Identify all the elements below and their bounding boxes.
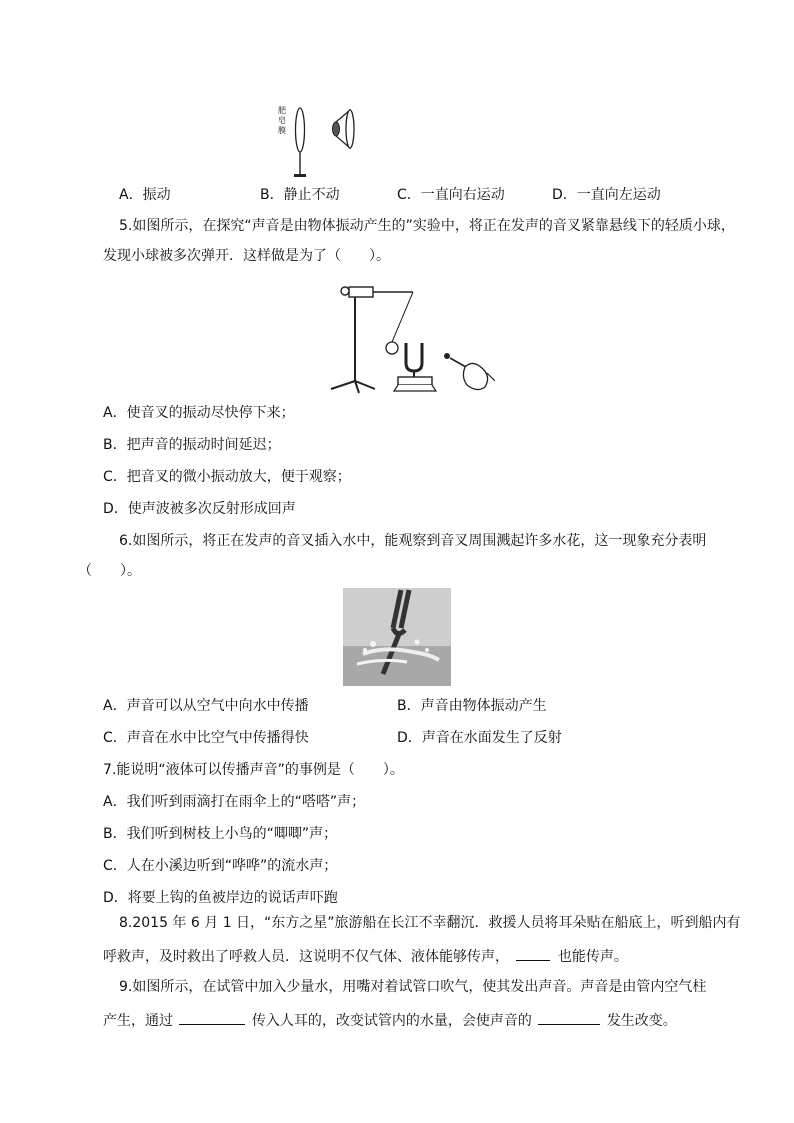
soap-film-label: 肥皂膜 — [278, 106, 286, 135]
q9-answer-blank-1[interactable] — [179, 1010, 245, 1025]
q8-answer-blank[interactable] — [516, 946, 550, 961]
q7-option-b[interactable]: B．我们听到树枝上小鸟的“唧唧”声； — [103, 826, 338, 842]
tuning-fork-ball-drawing — [325, 277, 495, 397]
q6-stem-line2: （ ）。 — [78, 563, 141, 579]
q8-line2-text-a: 呼救声，及时救出了呼救人员．这说明不仅气体、液体能够传声， — [103, 949, 509, 965]
q4-option-a[interactable]: A．振动 — [119, 187, 171, 203]
q9-answer-blank-2[interactable] — [538, 1010, 600, 1025]
q8-line2-text-b: 也能传声。 — [557, 949, 628, 965]
q7-option-d[interactable]: D．将要上钩的鱼被岸边的说话声吓跑 — [103, 890, 338, 906]
q7-option-c[interactable]: C．人在小溪边听到“哗哗”的流水声； — [103, 858, 338, 874]
q4-option-b[interactable]: B．静止不动 — [260, 187, 340, 203]
q5-option-c[interactable]: C．把音叉的微小振动放大，便于观察； — [103, 469, 351, 485]
q5-option-d[interactable]: D．使声波被多次反射形成回声 — [103, 501, 296, 517]
q6-option-d[interactable]: D．声音在水面发生了反射 — [397, 730, 562, 746]
soap-film-speaker-drawing — [278, 98, 362, 182]
q5-stem-line1: 5.如图所示，在探究“声音是由物体振动产生的”实验中，将正在发声的音叉紧靠悬线下的轻质小球， — [119, 218, 735, 234]
q9-line2-text-b: 传入人耳的，改变试管内的水量，会使声音的 — [251, 1013, 532, 1029]
q9-line2-text-a: 产生，通过 — [103, 1013, 173, 1029]
q6-option-a[interactable]: A．声音可以从空气中向水中传播 — [103, 698, 309, 714]
q7-option-a[interactable]: A．我们听到雨滴打在雨伞上的“嗒嗒”声； — [103, 794, 366, 810]
q8-stem-line1: 8.2015 年 6 月 1 日，“东方之星”旅游船在长江不幸翻沉．救援人员将耳朵贴在船底上，听到船内有 — [119, 915, 741, 931]
q5-option-b[interactable]: B．把声音的振动时间延迟； — [103, 437, 281, 453]
q4-option-c[interactable]: C．一直向右运动 — [397, 187, 505, 203]
q4-options — [0, 186, 794, 204]
q9-line2-text-c: 发生改变。 — [606, 1013, 677, 1029]
q7-stem: 7.能说明“液体可以传播声音”的事例是（ ）。 — [103, 762, 404, 778]
q8-stem-line2 — [103, 946, 628, 966]
q5-stem-line2: 发现小球被多次弹开．这样做是为了（ ）。 — [103, 248, 390, 264]
q4-option-d[interactable]: D．一直向左运动 — [552, 187, 661, 203]
tuning-fork-water-photo-drawing — [343, 588, 451, 686]
q9-stem-line1: 9.如图所示，在试管中加入少量水，用嘴对着试管口吹气，使其发出声音。声音是由管内空气柱 — [119, 979, 707, 995]
q9-stem-line2 — [103, 1010, 677, 1030]
q5-option-a[interactable]: A．使音叉的振动尽快停下来； — [103, 405, 295, 421]
q6-option-c[interactable]: C．声音在水中比空气中传播得快 — [103, 730, 309, 746]
q6-stem-line1: 6.如图所示，将正在发声的音叉插入水中，能观察到音叉周围溅起许多水花，这一现象充分表明 — [119, 533, 707, 549]
q6-option-b[interactable]: B．声音由物体振动产生 — [397, 698, 547, 714]
figure-soap-film-speaker — [278, 98, 362, 182]
figure-tuning-fork-water-photo — [343, 588, 451, 686]
figure-tuning-fork-ball — [325, 277, 495, 397]
